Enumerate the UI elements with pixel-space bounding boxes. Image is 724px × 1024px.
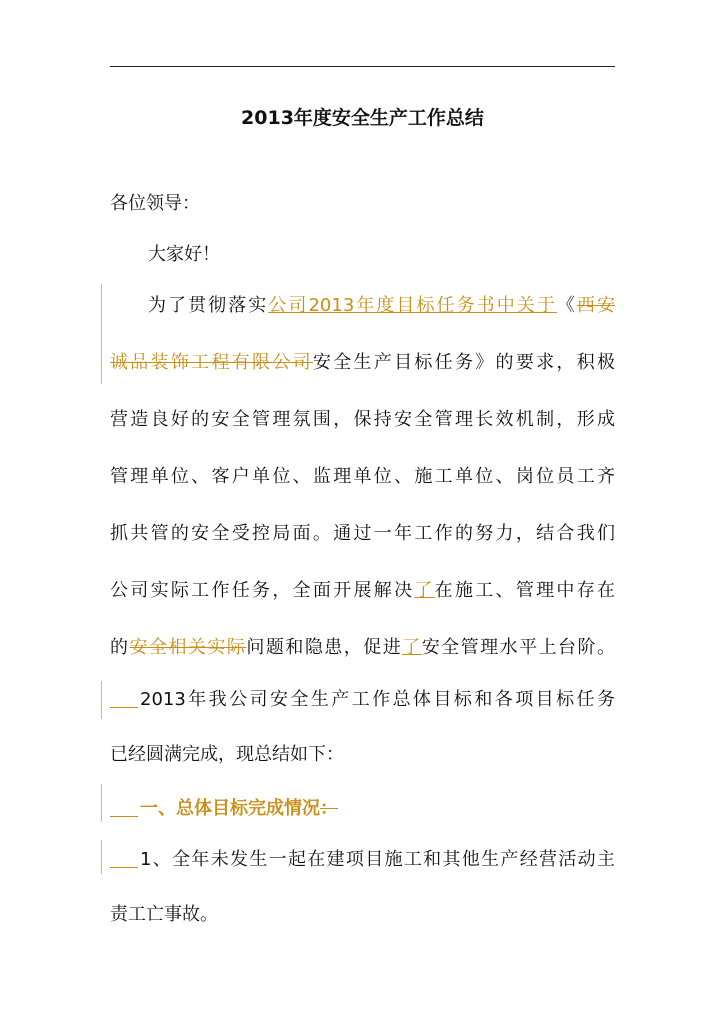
paragraph-line: 管理单位、客户单位、监理单位、施工单位、岗位员工齐: [110, 466, 615, 487]
text-run: 安全生产目标任务》的要求，积极: [312, 352, 616, 373]
text-run: 安全管理水平上台阶。: [421, 637, 616, 658]
inserted-text: 了: [402, 637, 422, 658]
salutation: 各位领导：: [110, 193, 200, 214]
text-run: 公司实际工作任务，全面开展解决: [110, 580, 415, 601]
list-item-line: [110, 846, 615, 874]
paragraph-line: [110, 686, 615, 714]
change-bar: [101, 284, 102, 384]
deleted-text: 西安: [576, 295, 616, 316]
page-title: 2013年度安全生产工作总结: [241, 107, 484, 129]
paragraph-line: [110, 349, 615, 377]
deleted-text: 诚品装饰工程有限公司: [110, 352, 313, 373]
change-bar: [101, 784, 102, 822]
paragraph-line: 已经圆满完成，现总结如下：: [110, 744, 344, 765]
paragraph-line: 营造良好的安全管理氛围，保持安全管理长效机制，形成: [110, 409, 615, 430]
deleted-text: 安全相关实际: [129, 637, 247, 658]
greeting: 大家好！: [148, 244, 220, 265]
text-run: 《: [556, 295, 577, 316]
inserted-space-mark: [110, 707, 138, 708]
paragraph-line: 抓共管的安全受控局面。通过一年工作的努力，结合我们: [110, 523, 615, 544]
paragraph-line: [110, 292, 615, 320]
inserted-text: 了: [414, 580, 435, 601]
inserted-space-mark: [110, 867, 138, 868]
header-rule: [110, 66, 615, 67]
text-run: 问题和隐患，促进: [246, 637, 403, 658]
section-heading-text: 一、总体目标完成情况: [140, 798, 320, 819]
paragraph-line: [110, 634, 615, 662]
change-bar: [101, 840, 102, 874]
deleted-text: ：: [320, 798, 338, 819]
paragraph-line: [110, 577, 615, 605]
section-heading: [110, 795, 615, 823]
text-run: 为了贯彻落实: [148, 295, 269, 316]
inserted-space-mark: [110, 816, 138, 817]
text-run: 1、全年未发生一起在建项目施工和其他生产经营活动主: [140, 849, 615, 870]
text-run: 2013年我公司安全生产工作总体目标和各项目标任务: [140, 689, 615, 710]
text-run: 在施工、管理中存在: [434, 580, 616, 601]
text-run: 的: [110, 637, 130, 658]
list-item-line: 责工亡事故。: [110, 904, 218, 925]
change-bar: [101, 681, 102, 719]
inserted-text: 公司2013年度目标任务书中关于: [268, 295, 557, 316]
